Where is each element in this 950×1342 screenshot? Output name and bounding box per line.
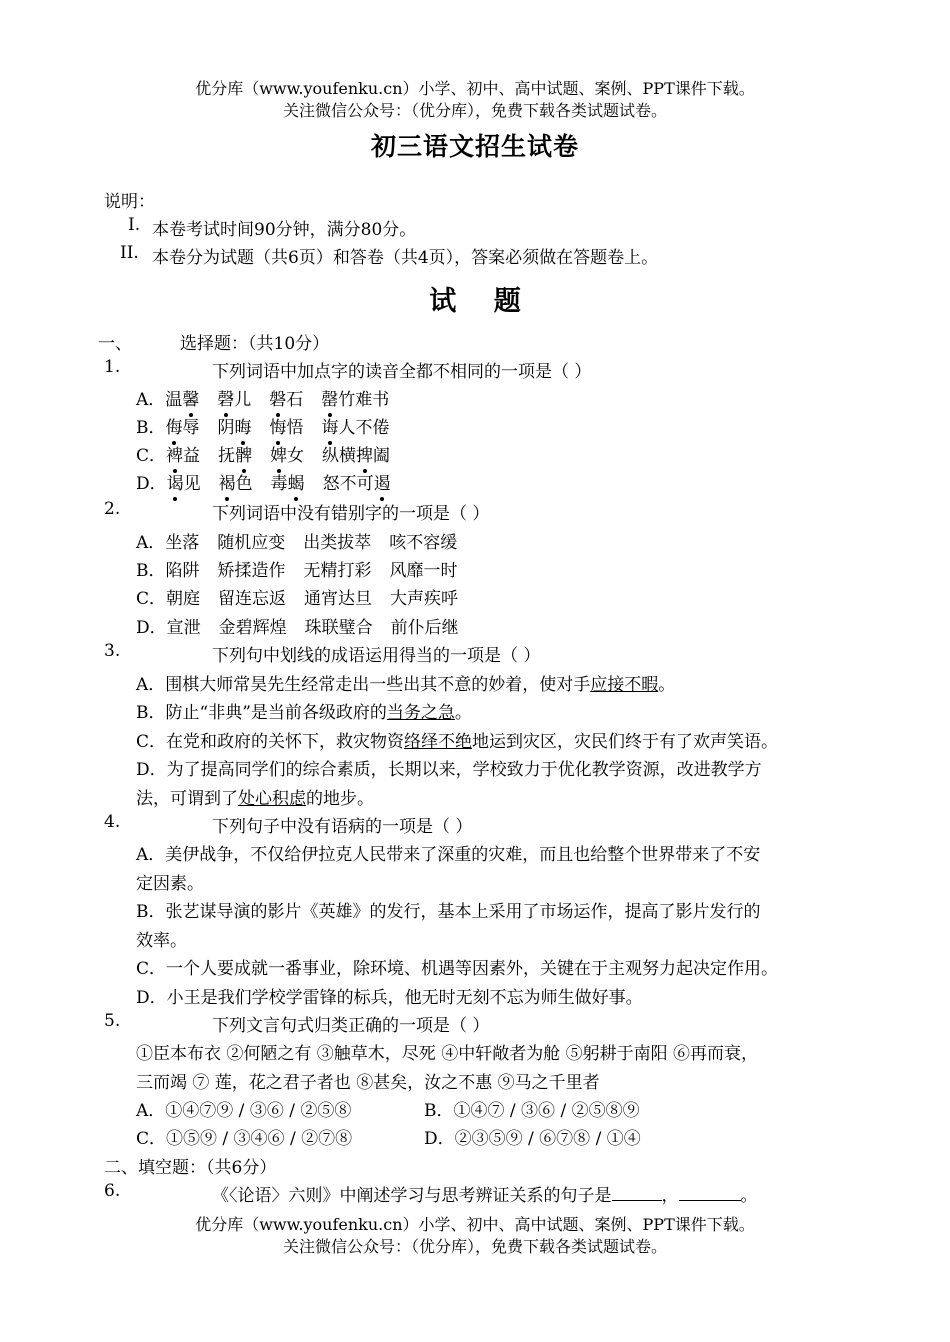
question-number: 4. — [104, 812, 121, 832]
dotted-char: 磬 — [217, 390, 235, 410]
q5-option-a: A．①④⑦⑨ / ③⑥ / ②⑤⑧ — [136, 1101, 352, 1121]
q5-option-d: D．②③⑤⑨ / ⑥⑦⑧ / ①④ — [424, 1129, 641, 1149]
q2-option-c: C．朝庭 留连忘返 通宵达旦 大声疾呼 — [136, 589, 459, 609]
header-line-1: 优分库（www.youfenku.cn）小学、初中、高中试题、案例、PPT课件下载。 — [195, 79, 755, 98]
question-stem: 下列文言句式归类正确的一项是（ ） — [212, 1016, 490, 1036]
q2-option-a: A．坐落 随机应变 出类拔萃 咳不容缓 — [136, 533, 458, 553]
part2-heading: 二、填空题：（共6分） — [104, 1158, 277, 1178]
q4-option-c: C．一个人要成就一番事业，除环境、机遇等因素外，关键在于主观努力起决定作用。 — [136, 959, 779, 979]
q2-option-d: D．宣泄 金碧辉煌 珠联璧合 前仆后继 — [136, 618, 459, 638]
option-label: C． — [136, 959, 167, 979]
option-label: A． — [136, 675, 166, 695]
option-label: A． — [136, 845, 166, 865]
q3-option-c: C．在党和政府的关怀下，救灾物资络绎不绝地运到灾区，灾民们终于有了欢声笑语。 — [136, 732, 779, 752]
q1-option-b: B．侮辱 阴晦 悔悟 诲人不倦 — [136, 418, 390, 438]
question-stem: 下列词语中加点字的读音全都不相同的一项是（ ） — [212, 362, 592, 382]
q4-option-b: B．张艺谋导演的影片《英雄》的发行，基本上采用了市场运作，提高了影片发行的 — [136, 902, 761, 922]
option-label: B． — [136, 902, 166, 922]
question-number: 3. — [104, 641, 121, 661]
q5-option-c: C．①⑤⑨ / ③④⑥ / ②⑦⑧ — [136, 1129, 353, 1149]
underlined-idiom: 当务之急 — [386, 703, 455, 723]
dotted-char: 谒 — [166, 474, 184, 494]
question-stem: 下列词语中没有错别字的一项是（ ） — [212, 504, 490, 524]
q5-sentences-line-1: ①臣本布衣 ②何陋之有 ③触草木，尽死 ④中轩敞者为舱 ⑤躬耕于南阳 ⑥再而衰， — [136, 1044, 759, 1064]
dotted-char: 晦 — [234, 418, 252, 438]
header-line-2: 关注微信公众号：（优分库），免费下载各类试题试卷。 — [282, 101, 667, 120]
option-label: D． — [136, 474, 167, 494]
answer-blank-2[interactable] — [679, 1184, 741, 1201]
q6-fill-in: 《〈论语〉六则》中阐述学习与思考辨证关系的句子是 ， 。 — [212, 1186, 758, 1206]
dotted-char: 诲 — [321, 418, 339, 438]
q3-option-d-cont: 法，可谓到了处心积虑的地步。 — [136, 789, 374, 809]
footer-line-2: 关注微信公众号：（优分库），免费下载各类试题试卷。 — [282, 1237, 667, 1256]
option-label: A． — [136, 1101, 166, 1121]
q4-option-d: D．小王是我们学校学雷锋的标兵，他无时无刻不忘为师生做好事。 — [136, 988, 643, 1008]
q1-option-a: A．温馨 磬儿 磐石 罄竹难书 — [136, 390, 390, 410]
option-label: C． — [136, 1129, 167, 1149]
underlined-idiom: 处心积虑 — [238, 789, 306, 809]
option-label: B． — [136, 561, 166, 581]
dotted-char: 遏 — [373, 474, 391, 494]
q3-option-a: A．围棋大师常昊先生经常走出一些出其不意的妙着，使对手应接不暇。 — [136, 675, 676, 695]
dotted-char: 磐 — [269, 390, 287, 410]
instruction-1-text: 本卷考试时间90分钟，满分80分。 — [152, 220, 417, 240]
dotted-char: 髀 — [235, 446, 253, 466]
question-number: 1. — [104, 357, 121, 377]
dotted-char: 侮 — [165, 418, 183, 438]
q4-option-a-cont: 定因素。 — [136, 874, 204, 894]
dotted-char: 褐 — [218, 474, 236, 494]
question-number: 2. — [104, 499, 121, 519]
option-label: D． — [424, 1129, 455, 1149]
dotted-char: 婢 — [270, 446, 288, 466]
dotted-char: 裨 — [166, 446, 184, 466]
dotted-char: 蝎 — [287, 474, 305, 494]
instruction-2-text: 本卷分为试题（共6页）和答卷（共4页），答案必须做在答题卷上。 — [152, 248, 659, 268]
option-label: B． — [136, 703, 166, 723]
option-label: A． — [136, 390, 166, 410]
option-label: C． — [136, 589, 167, 609]
q4-option-b-cont: 效率。 — [136, 931, 187, 951]
dotted-char: 馨 — [182, 390, 200, 410]
section-heading: 试 题 — [429, 286, 535, 317]
option-label: A． — [136, 533, 166, 553]
option-label: D． — [136, 760, 167, 780]
dotted-char: 悔 — [269, 418, 287, 438]
page-title: 初三语文招生试卷 — [370, 132, 579, 161]
q5-sentences-line-2: 三而竭 ⑦ 莲，花之君子者也 ⑧甚矣，汝之不惠 ⑨马之千里者 — [136, 1073, 600, 1093]
footer-line-1: 优分库（www.youfenku.cn）小学、初中、高中试题、案例、PPT课件下载。 — [195, 1215, 755, 1234]
dotted-char: 罄 — [321, 390, 339, 410]
option-label: B． — [424, 1101, 454, 1121]
q1-option-c: C．裨益 抚髀 婢女 纵横捭阖 — [136, 446, 391, 466]
question-stem: 下列句中划线的成语运用得当的一项是（ ） — [212, 646, 541, 666]
q5-option-b: B．①④⑦ / ③⑥ / ②⑤⑧⑨ — [424, 1101, 640, 1121]
instruction-1-num: I. — [128, 215, 141, 235]
underlined-idiom: 络绎不绝 — [404, 732, 473, 752]
option-label: B． — [136, 418, 166, 438]
instruction-2-num: II. — [120, 243, 139, 263]
question-stem: 下列句子中没有语病的一项是（ ） — [212, 817, 473, 837]
q3-option-d: D．为了提高同学们的综合素质，长期以来，学校致力于优化教学资源，改进教学方 — [136, 760, 762, 780]
instructions-heading: 说明： — [104, 192, 155, 212]
option-label: C． — [136, 446, 167, 466]
question-number: 6. — [104, 1181, 121, 1201]
option-label: D． — [136, 988, 167, 1008]
part1-num: 一、 — [98, 334, 132, 354]
q1-option-d: D．谒见 褐色 毒蝎 怒不可遏 — [136, 474, 391, 494]
part1-heading: 选择题：（共10分） — [180, 334, 330, 354]
dotted-char: 捭 — [356, 446, 374, 466]
q2-option-b: B．陷阱 矫揉造作 无精打彩 风靡一时 — [136, 561, 458, 581]
question-number: 5. — [104, 1011, 121, 1031]
option-label: D． — [136, 618, 167, 638]
answer-blank-1[interactable] — [612, 1184, 662, 1201]
q3-option-b: B．防止“非典”是当前各级政府的当务之急。 — [136, 703, 472, 723]
option-label: C． — [136, 732, 167, 752]
q4-option-a: A．美伊战争，不仅给伊拉克人民带来了深重的灾难，而且也给整个世界带来了不安 — [136, 845, 761, 865]
underlined-idiom: 应接不暇 — [590, 675, 659, 695]
